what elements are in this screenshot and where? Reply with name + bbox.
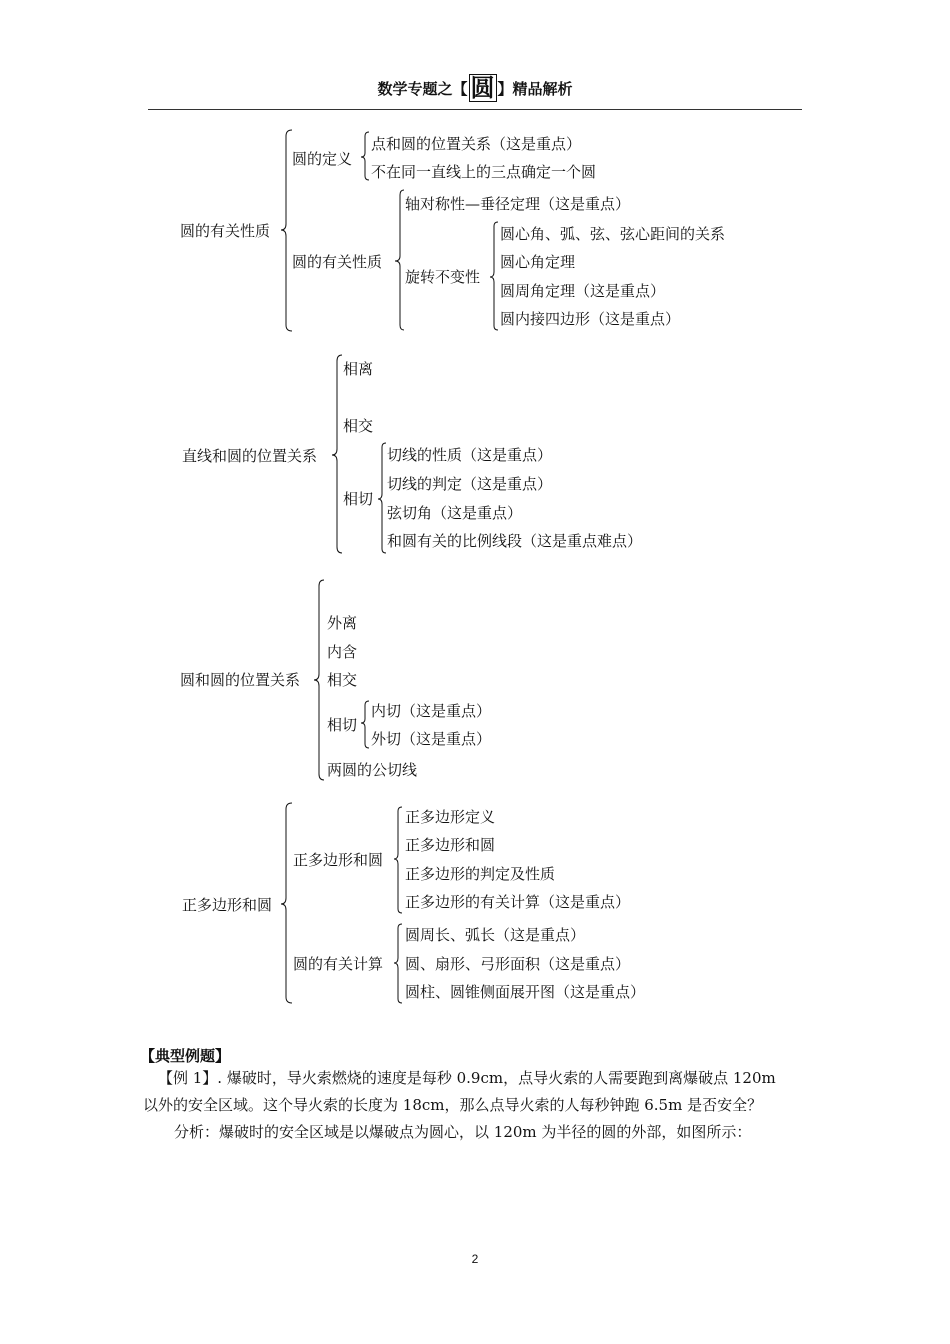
s2-tangent-item: 和圆有关的比例线段（这是重点难点） xyxy=(387,532,643,550)
examples-heading: 【典型例题】 xyxy=(140,1047,231,1065)
s1-axial-item: 轴对称性—垂径定理（这是重点） xyxy=(405,195,631,213)
s4-polygon-item: 正多边形的判定及性质 xyxy=(405,865,556,883)
s1-rotation-item: 圆周角定理（这是重点） xyxy=(500,282,666,300)
s2-tangent-item: 切线的性质（这是重点） xyxy=(387,446,553,464)
s2-tangent-item: 弦切角（这是重点） xyxy=(387,504,523,522)
s2-title: 直线和圆的位置关系 xyxy=(182,447,318,465)
s3-tangent-item: 外切（这是重点） xyxy=(371,730,492,748)
s3-tangent-label: 相切 xyxy=(327,716,358,734)
brace-s2-main xyxy=(332,355,342,553)
s3-title: 圆和圆的位置关系 xyxy=(180,671,301,689)
brace-s3-main xyxy=(314,580,324,780)
s4-polygon-item: 正多边形的有关计算（这是重点） xyxy=(405,893,631,911)
brace-s1-rotation xyxy=(490,222,498,330)
example1-line2: 以外的安全区域。这个导火索的长度为 18cm，那么点导火索的人每秒钟跑 6.5m 是否安全？ xyxy=(143,1096,763,1114)
brace-s1-properties xyxy=(395,190,404,330)
s4-polygon-item: 正多边形和圆 xyxy=(405,836,496,854)
s2-tangent-item: 切线的判定（这是重点） xyxy=(387,475,553,493)
s4-title: 正多边形和圆 xyxy=(182,896,273,914)
s1-rotation-label: 旋转不变性 xyxy=(405,268,481,286)
s4-calc-item: 圆周长、弧长（这是重点） xyxy=(405,926,586,944)
s3-item: 内含 xyxy=(327,643,358,661)
s1-rotation-item: 圆心角、弧、弦、弦心距间的关系 xyxy=(500,225,726,243)
example1-analysis: 分析：爆破时的安全区域是以爆破点为圆心，以 120m 为半径的圆的外部，如图所示： xyxy=(174,1123,752,1141)
s1-definition-label: 圆的定义 xyxy=(292,150,353,168)
brace-s1-definition xyxy=(361,132,369,180)
brace-s1-main xyxy=(281,130,292,331)
s4-polygon-item: 正多边形定义 xyxy=(405,808,496,826)
s1-definition-item: 不在同一直线上的三点确定一个圆 xyxy=(371,163,597,181)
s2-item: 相交 xyxy=(343,417,374,435)
header-prefix: 数学专题之【 xyxy=(377,80,468,98)
brace-s4-main xyxy=(281,803,292,1003)
brace-s4-calc xyxy=(394,924,402,1003)
s1-rotation-item: 圆心角定理 xyxy=(500,253,576,271)
s3-item: 相交 xyxy=(327,671,358,689)
page-number: 2 xyxy=(471,1252,479,1266)
brace-s4-polygon xyxy=(394,807,402,913)
header-boxed-char: 圆 xyxy=(470,74,495,102)
s2-tangent-label: 相切 xyxy=(343,490,374,508)
brace-s3-tangent xyxy=(361,701,369,748)
s2-item: 相离 xyxy=(343,360,374,378)
s1-rotation-item: 圆内接四边形（这是重点） xyxy=(500,310,681,328)
example1-line1: 【例 1】. 爆破时，导火索燃烧的速度是每秒 0.9cm，点导火索的人需要跑到离爆破点 120m xyxy=(158,1069,776,1087)
s1-title: 圆的有关性质 xyxy=(180,222,271,240)
s4-polygon-label: 正多边形和圆 xyxy=(293,851,384,869)
s3-item: 外离 xyxy=(327,614,358,632)
brace-s2-tangent xyxy=(378,443,386,553)
s1-properties-label: 圆的有关性质 xyxy=(292,253,383,271)
s3-last-item: 两圆的公切线 xyxy=(327,761,418,779)
s3-tangent-item: 内切（这是重点） xyxy=(371,702,492,720)
header-suffix: 】精品解析 xyxy=(497,80,573,98)
s4-calc-item: 圆柱、圆锥侧面展开图（这是重点） xyxy=(405,983,646,1001)
s1-definition-item: 点和圆的位置关系（这是重点） xyxy=(371,135,582,153)
s4-calc-label: 圆的有关计算 xyxy=(293,955,384,973)
s4-calc-item: 圆、扇形、弓形面积（这是重点） xyxy=(405,955,631,973)
